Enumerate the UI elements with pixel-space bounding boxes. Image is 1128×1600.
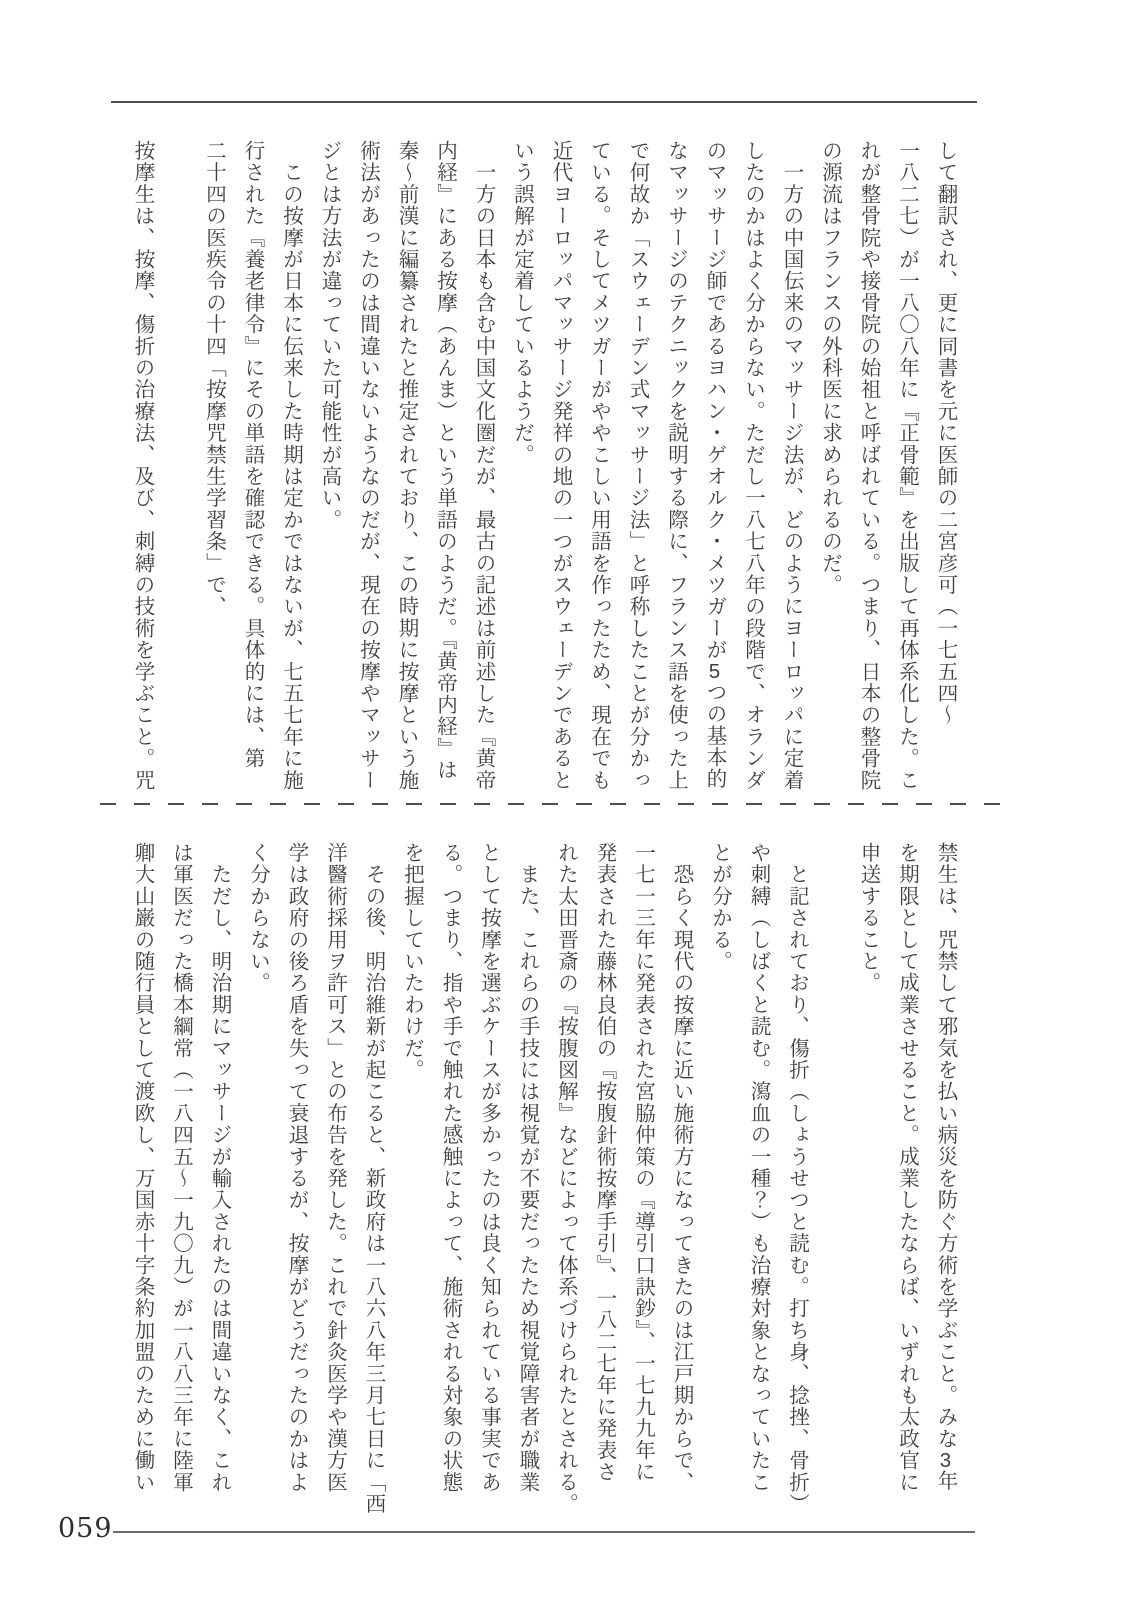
- text-column: この按摩が日本に伝来した時期は定かではないが、七五七年に施: [279, 140, 303, 791]
- text-column: 発表された藤林良伯の『按腹針術按摩手引』、一八二七年に発表さ: [593, 842, 616, 1483]
- text-column: る。つまり、指や手で触れた感触によって、施術される対象の状態: [439, 842, 462, 1493]
- text-column: 洋醫術採用ヲ許可ス」との布告を発した。これで針灸医学や漢方医: [323, 842, 347, 1493]
- text-column: ただし、明治期にマッサージが輸入されたのは間違いなく、これ: [208, 842, 231, 1493]
- text-column: れが整骨院や接骨院の始祖と呼ばれている。つまり、日本の整骨院: [857, 140, 880, 791]
- text-column: 一八二七）が一八〇八年に『正骨範』を出版して再体系化した。こ: [895, 140, 919, 791]
- text-column: 一方の日本も含む中国文化圏だが、最古の記述は前述した『黄帝: [472, 140, 495, 791]
- header-rule: [111, 101, 977, 103]
- text-column: 学は政府の後ろ盾を失って衰退するが、按摩がどうだったのかはよ: [285, 842, 308, 1493]
- text-column: ジとは方法が違っていた可能性が高い。: [318, 140, 341, 531]
- text-column: 行された『養老律令』にその単語を確認できる。具体的には、第: [241, 140, 264, 770]
- text-column: その後、明治維新が起こると、新政府は一八六八年三月七日に「西: [362, 842, 385, 1515]
- text-column: また、これらの手技には視覚が不要だったため視覚障害者が職業: [516, 842, 539, 1493]
- text-column: 術法があったのは間違いないようなのだが、現在の按摩やマッサー: [356, 140, 380, 791]
- text-column: の源流はフランスの外科医に求められるのだ。: [818, 140, 842, 596]
- text-column: とが分かる。: [708, 842, 732, 973]
- text-column: 二十四の医疾令の十四「按摩咒禁生学習条」で、: [202, 140, 226, 618]
- text-column: と記されており、傷折（しょうせつと読む。打ち身、捻挫、骨折）: [785, 842, 809, 1515]
- text-column: いう誤解が定着しているようだ。: [510, 140, 534, 466]
- text-column: 申送すること。: [857, 842, 880, 994]
- top-text-block: [104, 140, 964, 840]
- text-column: や刺縛（しばくと読む。瀉血の一種？）も治療対象となっていたこ: [747, 842, 770, 1493]
- text-column: として按摩を選ぶケースが多かったのは良く知られている事実であ: [477, 842, 501, 1493]
- text-column: 卿大山巌の随行員として渡欧し、万国赤十字条約加盟のために働い: [131, 842, 154, 1493]
- text-column: 一七一三年に発表された宮脇仲策の『導引口訣鈔』、一七九九年に: [631, 842, 655, 1483]
- text-column: を期限として成業させること。成業したならば、いずれも太政官に: [895, 842, 919, 1493]
- text-column: したのかはよく分からない。ただし一八七八年の段階で、オランダ: [741, 140, 765, 791]
- text-column: 一方の中国伝来のマッサージ法が、どのようにヨーロッパに定着: [780, 140, 803, 791]
- text-column: れた太田晋斎の『按腹図解』などによって体系づけられたとされる。: [554, 842, 578, 1515]
- bottom-text-block: [104, 842, 964, 1542]
- text-column: く分からない。: [246, 842, 270, 994]
- text-column: 恐らく現代の按摩に近い施術方になってきたのは江戸期からで、: [670, 842, 693, 1493]
- footer-rule: [113, 1531, 975, 1533]
- page-number: 059: [58, 1513, 113, 1544]
- text-column: 内経』にある按摩（あんま）という単語のようだ。『黄帝内経』は: [433, 140, 457, 781]
- text-column: 近代ヨーロッパマッサージ発祥の地の一つがスウェーデンであると: [549, 140, 572, 791]
- text-column: で何故か「スウェーデン式マッサージ法」と呼称したことが分かっ: [626, 140, 649, 791]
- text-column: 禁生は、咒禁して邪気を払い病災を防ぐ方術を学ぶこと。みな3年: [934, 842, 957, 1492]
- text-column: 秦～前漢に編纂されたと推定されており、この時期に按摩という施: [395, 140, 418, 791]
- text-column: ている。そしてメツガーがややこしい用語を作ったため、現在でも: [587, 140, 611, 791]
- text-column: して翻訳され、更に同書を元に医師の二宮彦可（一七五四～: [934, 140, 957, 726]
- section-divider-dashed: [100, 803, 1012, 805]
- text-column: のマッサージ師であるヨハン・ゲオルク・メツガーが5つの基本的: [703, 140, 726, 790]
- text-column: は軍医だった橋本綱常（一八四五～一九〇九）が一八八三年に陸軍: [169, 842, 193, 1493]
- text-column: を把握していたわけだ。: [400, 842, 424, 1081]
- text-column: なマッサージのテクニックを説明する際に、フランス語を使った上: [664, 140, 688, 791]
- text-column: 按摩生は、按摩、傷折の治療法、及び、刺縛の技術を学ぶこと。咒: [131, 140, 154, 791]
